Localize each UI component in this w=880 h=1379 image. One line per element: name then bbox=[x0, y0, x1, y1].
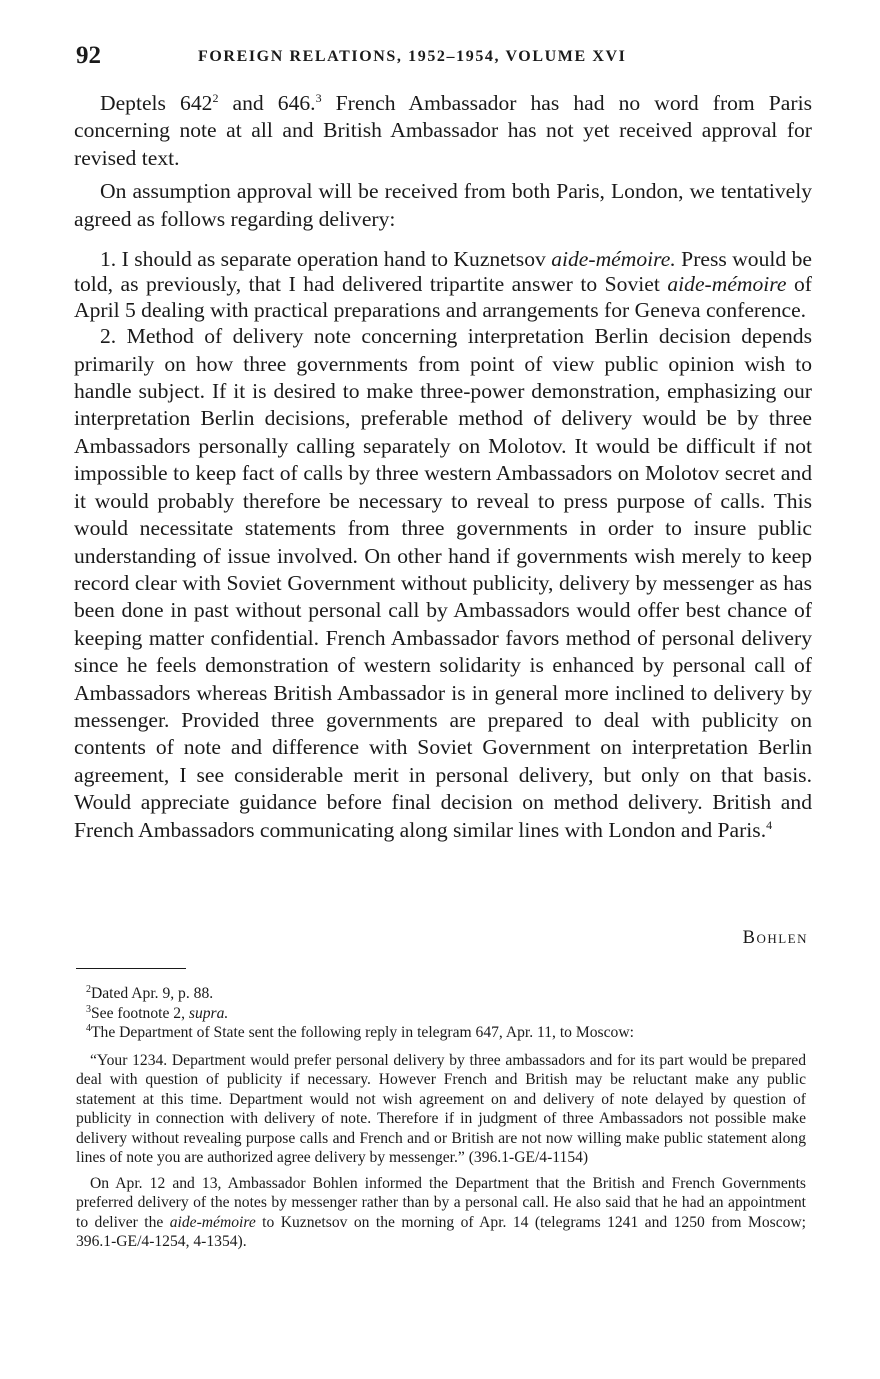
footnote-divider bbox=[76, 968, 186, 969]
list-item-1: 1. I should as separate operation hand to Kuznetsov aide-mémoire. Press would be told, as previously, that I had delivered tripartite answer to Soviet aide-mémoire of April 5 dealing with practical preparations and arrangements for Geneva conference. bbox=[74, 247, 812, 322]
footnote-ref-3[interactable]: 3 bbox=[315, 90, 322, 105]
paragraph-deptels: Deptels 642$^2$ and 646.$^3$ French Ambassador has had no word from Paris concerning note at all and British Ambassador has not yet received approval for revised text. bbox=[74, 90, 812, 170]
list-item-2: 2. Method of delivery note concerning interpretation Berlin decision depends primarily on how three governments from point of view public opinion wish to handle subject. If it is desired to make three-power demonstration, emphasizing our interpretation Berlin decisions, preferable method of delivery would be by three Ambassadors personally calling separately on Molotov. It would be difficult if not impossible to keep fact of calls by three western Ambassadors on Molotov secret and it would probably therefore be necessary to reveal to press purpose of calls. This would necessitate statements from three governments in order to insure public understanding of issue involved. On other hand if governments wish merely to keep record clear with Soviet Government without publicity, delivery by messenger as has been done in past without personal call by Ambassadors would offer best chance of keeping matter confidential. French Ambassador favors method of personal delivery since he feels demonstration of western solidarity is enhanced by personal call of Ambassadors whereas British Ambassador is in general more inclined to delivery by messenger. Provided three governments are prepared to deal with publicity on contents of note and difference with Soviet Government on interpretation Berlin agreement, I see considerable merit in personal delivery, but only on that basis. Would appreciate guidance before final decision on method delivery. British and French Ambassadors communicating along similar lines with London and Paris.$^4$ bbox=[74, 324, 812, 842]
footnote-4: $^4$The Department of State sent the following reply in telegram 647, Apr. 11, to Moscow: bbox=[86, 1022, 634, 1041]
footnote-ref-4[interactable]: 4 bbox=[766, 817, 773, 832]
footnotes bbox=[76, 984, 806, 1252]
page-number: 92 bbox=[76, 42, 101, 69]
footnote-2: $^2$Dated Apr. 9, p. 88. bbox=[86, 983, 214, 1002]
telegram-body bbox=[74, 90, 812, 844]
page-header bbox=[76, 42, 816, 72]
footnote-3: $^3$See footnote 2, supra. bbox=[86, 1003, 229, 1022]
paragraph-assumption: On assumption approval will be received from both Paris, London, we tentatively agreed as follows regarding delivery: bbox=[74, 179, 812, 231]
signature: Bohlen bbox=[742, 928, 808, 948]
footnote-ref-2[interactable]: 2 bbox=[212, 90, 219, 105]
footnote-4-continuation: On Apr. 12 and 13, Ambassador Bohlen informed the Department that the British and French Governments preferred delivery of the notes by messenger rather than by a personal call. He also said that he had an appointment to deliver the aide-mémoire to Kuznetsov on the morning of Apr. 14 (telegrams 1241 and 1250 from Moscow; 396.1-GE/4-1254, 4-1354). bbox=[76, 1174, 806, 1250]
footnote-4-quote: “Your 1234. Department would prefer personal delivery by three ambassadors and for its part would be prepared deal with question of publicity if necessary. However French and British may be reluctant make any public statement at this time. Department would not wish agreement on and delivery of note delayed by question of publicity in connection with delivery of note. Therefore if in judgment of three Ambassadors not possible make delivery without revealing purpose calls and French and or British are not now willing make public statement along lines of note you are authorized agree delivery by messenger.” (396.1-GE/4-1154) bbox=[76, 1051, 806, 1166]
running-title: FOREIGN RELATIONS, 1952–1954, VOLUME XVI bbox=[198, 48, 627, 65]
